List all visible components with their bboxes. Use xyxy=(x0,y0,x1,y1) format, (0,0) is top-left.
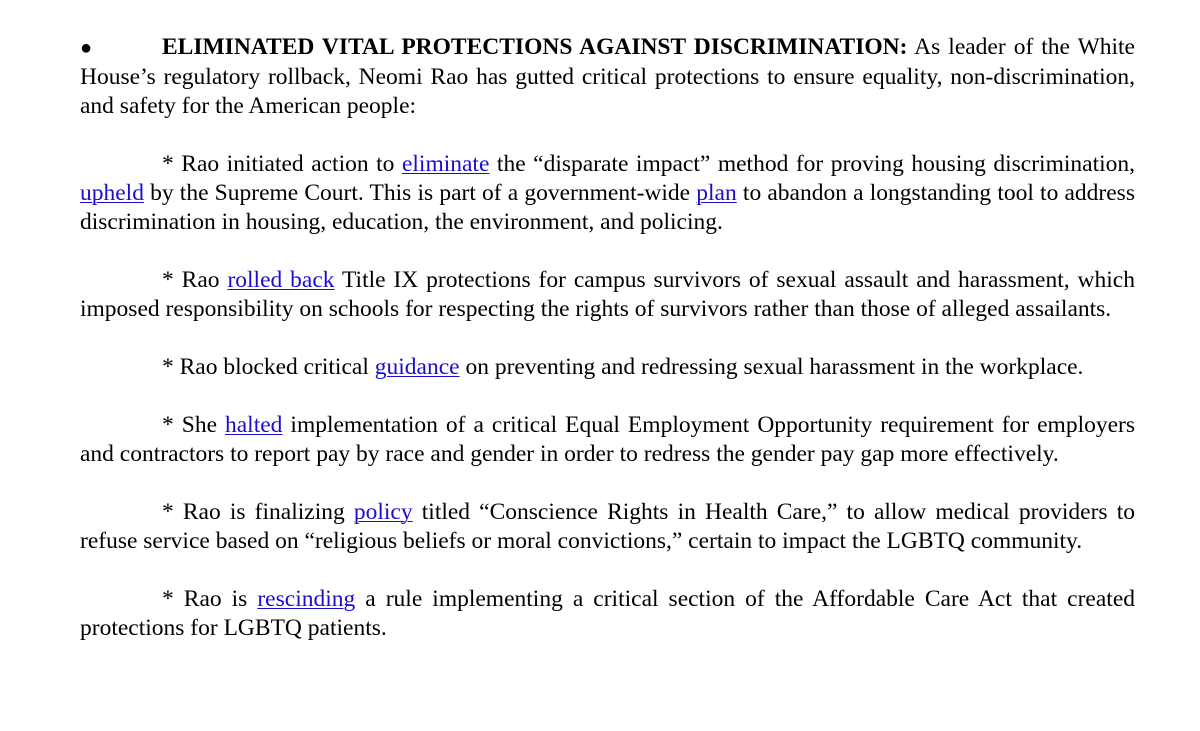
item-text: on preventing and redressing sexual harassment in the workplace. xyxy=(459,354,1084,380)
item-star: * xyxy=(162,499,174,525)
bullet-icon: ● xyxy=(80,37,93,59)
item-text: Rao is xyxy=(173,586,258,612)
item-text: a rule implementing a critical section of the Affordable Care Act that created protections for LGBTQ patients. xyxy=(80,586,1135,641)
link-upheld[interactable]: upheld xyxy=(80,180,144,206)
link-rolled-back[interactable]: rolled back xyxy=(227,267,335,293)
list-item-aca-rule xyxy=(80,585,1135,643)
item-text: Rao blocked critical xyxy=(173,354,375,380)
item-text: She xyxy=(173,412,225,438)
item-text: Rao is finalizing xyxy=(173,499,354,525)
item-text: Rao xyxy=(173,267,228,293)
item-text: to abandon a longstanding tool to address discrimination in housing, education, the environment, and policing. xyxy=(80,180,1135,235)
list-item-pay-data xyxy=(80,411,1135,469)
list-item-disparate-impact xyxy=(80,150,1135,237)
section-paragraph xyxy=(80,33,1135,121)
link-halted[interactable]: halted xyxy=(225,412,283,438)
item-text: Title IX protections for campus survivors of sexual assault and harassment, which imposed responsibility on schools for respecting the rights of survivors rather than those of alleged assailants. xyxy=(80,267,1135,322)
link-plan[interactable]: plan xyxy=(696,180,737,206)
section-intro: As leader of the White House’s regulatory rollback, Neomi Rao has gutted critical protections to ensure equality, non-discrimination, and safety for the American people: xyxy=(80,34,1135,119)
item-text: implementation of a critical Equal Employment Opportunity requirement for employers and contractors to report pay by race and gender in order to redress the gender pay gap more effectively. xyxy=(80,412,1136,467)
item-text: by the Supreme Court. This is part of a government-wide xyxy=(143,180,697,206)
item-star: * xyxy=(162,267,174,293)
list-item-title-ix xyxy=(80,266,1135,324)
link-rescinding[interactable]: rescinding xyxy=(257,586,356,612)
item-star: * xyxy=(162,354,174,380)
item-star: * xyxy=(162,151,174,177)
link-guidance[interactable]: guidance xyxy=(374,354,460,380)
document-body xyxy=(80,33,1135,643)
section-heading: ELIMINATED VITAL PROTECTIONS AGAINST DISCRIMINATION: xyxy=(162,34,908,60)
item-text: Rao initiated action to xyxy=(173,151,402,177)
item-star: * xyxy=(162,586,174,612)
item-star: * xyxy=(162,412,174,438)
item-text: titled “Conscience Rights in Health Care,” to allow medical providers to refuse service based on “religious beliefs or moral convictions,” certain to impact the LGBTQ community. xyxy=(80,499,1135,554)
link-eliminate[interactable]: eliminate xyxy=(401,151,490,177)
item-text: the “disparate impact” method for proving housing discrimination, xyxy=(489,151,1136,177)
list-item-harassment-guidance xyxy=(80,353,1135,382)
list-item-conscience-rights xyxy=(80,498,1135,556)
link-policy[interactable]: policy xyxy=(353,499,413,525)
